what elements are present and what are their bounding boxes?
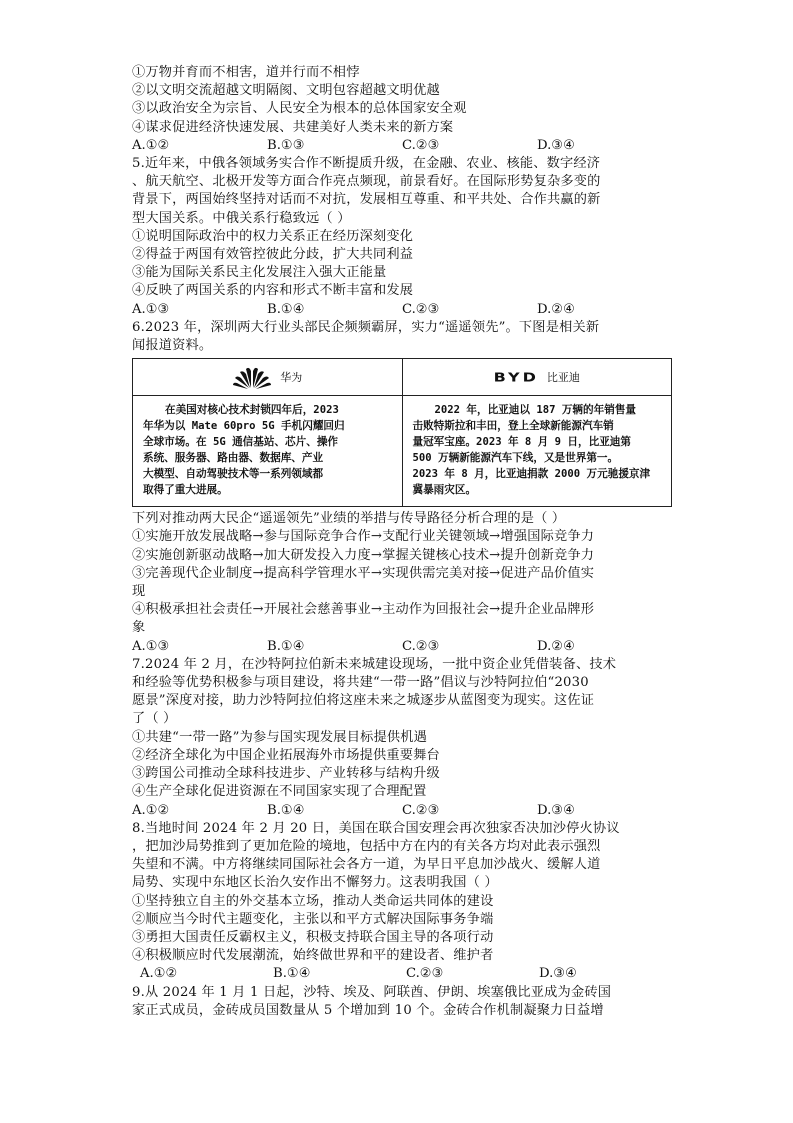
q4-item-2: ②以文明交流超越文明隔阂、文明包容超越文明优越: [132, 83, 440, 99]
q5-item-3: ③能为国际关系民主化发展注入强大正能量: [132, 265, 387, 281]
byd-logo: BYD: [493, 370, 539, 385]
byd-news-body: [403, 396, 672, 506]
q8-stem-line-4: 局势、实现中东地区长治久安作出不懈努力。这表明我国（ ）: [132, 875, 498, 891]
q8-item-2: ②顺应当今时代主题变化，主张以和平方式解决国际事务争端: [132, 911, 494, 927]
q7-option-a: A.①②: [132, 802, 170, 818]
news-table: [132, 358, 672, 507]
huawei-news-body: [133, 396, 402, 506]
q8-stem-line-1: 8.当地时间 2024 年 2 月 20 日，美国在联合国安理会再次独家否决加沙停火协议: [132, 820, 620, 836]
q8-items: [132, 893, 672, 966]
q8-option-c: C.②③: [406, 966, 444, 982]
q4-item-1: ①万物并育而不相害，道并行而不相悖: [132, 65, 360, 80]
byd-news-cell: [402, 396, 672, 507]
q5-option-b: B.①④: [267, 301, 305, 317]
q8-option-d: D.③④: [539, 966, 577, 982]
q6-items: [132, 528, 672, 637]
byd-news-line-1: 2022 年，比亚迪以 187 万辆的年销售量: [434, 404, 636, 417]
q8-options: [132, 965, 672, 983]
byd-header-cell: [402, 359, 672, 396]
q5-option-d: D.②④: [537, 301, 575, 317]
q6-stem: [132, 319, 672, 355]
q6-item-4-cont: 象: [132, 620, 146, 636]
q7-option-c: C.②③: [402, 802, 440, 818]
huawei-news-cell: [133, 396, 403, 507]
q8-option-b: B.①④: [273, 966, 311, 982]
q7-option-d: D.③④: [537, 802, 575, 818]
q7-item-1: ①共建“一带一路”为参与国实现发展目标提供机遇: [132, 729, 428, 745]
huawei-news-line-4: 系统、服务器、路由器、数据库、产业: [143, 452, 324, 465]
q6-item-2: ②实施创新驱动战略→加大研发投入力度→掌握关键核心技术→提升创新竞争力: [132, 547, 595, 563]
q4-item-4: ④谋求促进经济快速发展、共建美好人类未来的新方案: [132, 119, 454, 135]
huawei-news-line-6: 取得了重大进展。: [143, 484, 228, 497]
q6-item-3: ③完善现代企业制度→提高科学管理水平→实现供需完美对接→促进产品价值实: [132, 565, 595, 581]
q8-stem-line-2: ，把加沙局势推到了更加危险的境地，包括中方在内的有关各方均对此表示强烈: [132, 838, 601, 854]
q5-stem-line-2: 、航天航空、北极开发等方面合作亮点频现，前景看好。在国际形势复杂多变的: [132, 174, 601, 190]
q4-option-b: B.①③: [267, 137, 305, 153]
huawei-news-line-1: 在美国对核心技术封锁四年后，2023: [165, 404, 339, 417]
byd-news-line-3: 量冠军宝座。2023 年 8 月 9 日，比亚迪第: [412, 436, 631, 449]
q5-stem-line-3: 背景下，两国始终坚持对话而不对抗，发展相互尊重、和平共处、合作共赢的新: [132, 192, 601, 208]
huawei-logo-icon: [232, 365, 272, 389]
q6-item-3-cont: 现: [132, 584, 146, 600]
huawei-header-cell: [133, 359, 403, 396]
q4-option-c: C.②③: [402, 137, 440, 153]
byd-news-line-2: 击败特斯拉和丰田，登上全球新能源汽车销: [412, 420, 614, 433]
q5-item-4: ④反映了两国关系的内容和形式不断丰富和发展: [132, 283, 414, 299]
q9-stem: [132, 984, 672, 1020]
q6-option-d: D.②④: [537, 638, 575, 654]
q7-option-b: B.①④: [267, 802, 305, 818]
q8-stem: [132, 820, 672, 893]
q7-item-3: ③跨国公司推动全球科技进步、产业转移与结构升级: [132, 766, 440, 782]
q6-item-4: ④积极承担社会责任→开展社会慈善事业→主动作为回报社会→提升企业品牌形: [132, 602, 595, 618]
q6-stem-line-2: 闻报道资料。: [132, 338, 213, 354]
q5-items: [132, 228, 672, 301]
q4-items: [132, 64, 672, 137]
q6-item-1: ①实施开放发展战略→参与国际竞争合作→支配行业关键领域→增强国际竞争力: [132, 529, 595, 545]
huawei-news-line-5: 大模型、自动驾驶技术等一系列领域都: [143, 468, 324, 481]
byd-news-line-6: 冀暴雨灾区。: [412, 484, 477, 497]
q6-option-b: B.①④: [267, 638, 305, 654]
q6-options: [132, 638, 672, 656]
q9-stem-line-1: 9.从 2024 年 1 月 1 日起，沙特、埃及、阿联酋、伊朗、埃塞俄比亚成为金砖国: [132, 984, 612, 1000]
huawei-news-line-3: 全球市场。在 5G 通信基站、芯片、操作: [143, 436, 339, 449]
q7-stem-line-3: 愿景”深度对接，助力沙特阿拉伯将这座未来之城逐步从蓝图变为现实。这佐证: [132, 693, 595, 709]
q7-stem-line-1: 7.2024 年 2 月，在沙特阿拉伯新未来城建设现场，一批中资企业凭借装备、技术: [132, 656, 617, 672]
q5-stem-line-1: 5.近年来，中俄各领域务实合作不断提质升级，在金融、农业、核能、数字经济: [132, 156, 601, 172]
byd-news-line-4: 500 万辆新能源汽车下线，又是世界第一。: [412, 452, 619, 465]
byd-news-line-5: 2023 年 8 月，比亚迪捐款 2000 万元驰援京津: [412, 468, 651, 481]
huawei-news-line-2: 年华为以 Mate 60pro 5G 手机闪耀回归: [143, 420, 345, 433]
q8-item-4: ④积极顺应时代发展潮流，始终做世界和平的建设者、维护者: [132, 948, 494, 964]
q8-item-3: ③勇担大国责任反霸权主义，积极支持联合国主导的各项行动: [132, 929, 494, 945]
q7-options: [132, 802, 672, 820]
q7-stem-line-4: 了（ ）: [132, 711, 177, 727]
q4-item-3: ③以政治安全为宗旨、人民安全为根本的总体国家安全观: [132, 101, 467, 117]
q5-option-a: A.①③: [132, 301, 170, 317]
q7-items: [132, 729, 672, 802]
q9-stem-line-2: 家正式成员，金砖成员国数量从 5 个增加到 10 个。金砖合作机制凝聚力日益增: [132, 1002, 604, 1018]
q7-item-2: ②经济全球化为中国企业拓展海外市场提供重要舞台: [132, 747, 440, 763]
byd-brand-label: 比亚迪: [546, 371, 580, 385]
q6-option-c: C.②③: [402, 638, 440, 654]
q5-item-1: ①说明国际政治中的权力关系正在经历深刻变化: [132, 228, 414, 244]
exam-page: [132, 64, 672, 1020]
q8-item-1: ①坚持独立自主的外交基本立场，推动人类命运共同体的建设: [132, 893, 494, 909]
q5-stem-line-4: 型大国关系。中俄关系行稳致远（ ）: [132, 210, 351, 226]
q5-stem: [132, 155, 672, 228]
q5-item-2: ②得益于两国有效管控彼此分歧，扩大共同利益: [132, 247, 414, 263]
q6-question: 下列对推动两大民企“遥遥领先”业绩的举措与传导路径分析合理的是（ ）: [132, 511, 566, 527]
q4-option-d: D.③④: [537, 137, 575, 153]
q4-options: [132, 137, 672, 155]
q5-option-c: C.②③: [402, 301, 440, 317]
q8-option-a: A.①②: [140, 966, 178, 982]
q7-stem: [132, 656, 672, 729]
q6-stem-line-1: 6.2023 年，深圳两大行业头部民企频频霸屏，实力“遥遥领先”。下图是相关新: [132, 319, 600, 335]
byd-brand: [403, 359, 672, 395]
huawei-brand-label: 华为: [280, 371, 303, 385]
q7-stem-line-2: 和经验等优势积极参与项目建设，将共建“一带一路”倡议与沙特阿拉伯“2030: [132, 675, 589, 691]
q6-option-a: A.①③: [132, 638, 170, 654]
huawei-brand: [133, 359, 402, 395]
q7-item-4: ④生产全球化促进资源在不同国家实现了合理配置: [132, 784, 427, 800]
q8-stem-line-3: 失望和不满。中方将继续同国际社会各方一道，为早日平息加沙战火、缓解人道: [132, 857, 601, 873]
q5-options: [132, 301, 672, 319]
q4-option-a: A.①②: [132, 137, 170, 153]
